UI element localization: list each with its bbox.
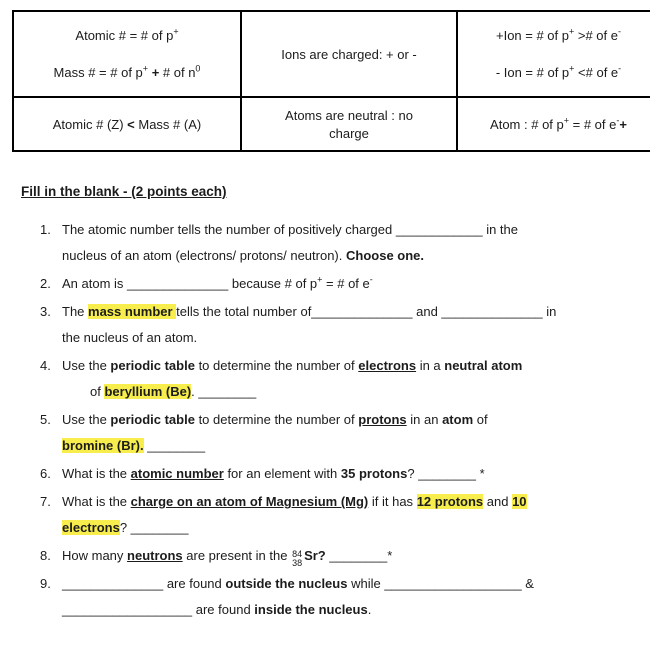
blank-line: ________ xyxy=(143,438,206,453)
table-cell-atom-equality xyxy=(457,97,650,151)
question-number: 2. xyxy=(40,276,51,291)
question-text xyxy=(62,548,393,568)
text-run: bromine (Br). xyxy=(62,438,144,453)
table-row xyxy=(13,11,650,97)
cell-line xyxy=(20,27,234,44)
text-run: What is the xyxy=(62,494,131,509)
cell-line xyxy=(464,27,650,44)
text-run: outside the nucleus xyxy=(225,576,348,591)
text-run: # of n xyxy=(159,65,196,80)
text-run: periodic table xyxy=(110,412,195,427)
text-run: How many xyxy=(62,548,128,563)
text-run: atomic number xyxy=(130,466,224,481)
text-run: - Ion = # of p xyxy=(495,65,570,80)
text-run: electrons xyxy=(358,358,417,373)
text-run: mass number xyxy=(88,304,177,319)
text-run: ># of e xyxy=(574,28,618,43)
question-list xyxy=(40,217,638,623)
superscript: + xyxy=(173,26,179,37)
atomic-number: 38 xyxy=(292,558,303,568)
cell-line xyxy=(248,125,450,142)
text-run: charge xyxy=(329,125,369,141)
cell-line xyxy=(20,116,234,133)
text-run: in a xyxy=(416,358,445,373)
question-text xyxy=(62,494,527,535)
text-run: +Ion = # of p xyxy=(495,28,569,43)
question-item-2 xyxy=(40,271,638,297)
text-run: Atomic # (Z) xyxy=(52,116,128,132)
superscript: - xyxy=(618,26,621,37)
text-run: Use the xyxy=(62,358,111,373)
text-run: for an element with xyxy=(223,466,341,481)
blank-line: . ________ xyxy=(191,384,257,399)
question-text xyxy=(62,412,488,453)
table-cell-ions-charged xyxy=(241,11,457,97)
text-run: of xyxy=(90,384,105,399)
section-heading: Fill in the blank - (2 points each) xyxy=(21,184,227,199)
text-run: + xyxy=(151,65,160,80)
text-run: electrons xyxy=(62,520,120,535)
isotope-mass-atomic-stack xyxy=(292,550,302,568)
text-run: 35 protons xyxy=(340,466,408,481)
text-run: = # of e xyxy=(322,276,370,291)
superscript: + xyxy=(317,274,323,285)
question-number: 8. xyxy=(40,548,51,563)
blank-line: tells the total number of______________ and ______________ in xyxy=(176,304,557,319)
superscript: - xyxy=(616,115,620,126)
text-run: + xyxy=(619,116,627,132)
table-cell-atomic-mass-definitions xyxy=(13,11,241,97)
question-item-1 xyxy=(40,217,638,269)
text-run: and xyxy=(483,494,513,509)
text-run: neutral atom xyxy=(444,358,523,373)
question-number: 4. xyxy=(40,358,51,373)
question-item-4 xyxy=(40,353,638,405)
cell-line xyxy=(248,46,450,63)
superscript: + xyxy=(569,26,575,37)
text-run: Atomic # = # of p xyxy=(75,28,174,43)
text-run: Mass # = # of p xyxy=(53,65,143,80)
question-item-5 xyxy=(40,407,638,459)
text-run: nucleus of an atom (electrons/ protons/ neutron). xyxy=(62,248,346,263)
question-item-9 xyxy=(40,571,638,623)
question-item-3 xyxy=(40,299,638,351)
question-text xyxy=(62,304,556,345)
blank-line: An atom is ______________ because # of p xyxy=(62,276,318,291)
text-run: <# of e xyxy=(574,65,619,80)
text-run: < xyxy=(127,116,135,132)
cell-line xyxy=(20,64,234,81)
text-run: if it has xyxy=(368,494,417,509)
blank-line: ? ________ * xyxy=(407,466,485,481)
question-number: 1. xyxy=(40,222,51,237)
superscript: - xyxy=(618,63,622,74)
text-run: Use the xyxy=(62,412,111,427)
question-item-6 xyxy=(40,461,638,487)
text-run: Atoms are neutral : no xyxy=(285,107,413,123)
question-item-7 xyxy=(40,489,638,541)
text-run: atom xyxy=(442,412,474,427)
question-number: 6. xyxy=(40,466,51,481)
table-cell-z-less-than-a xyxy=(13,97,241,151)
text-run: 10 xyxy=(512,494,527,509)
blank-line: ________* xyxy=(325,548,393,563)
text-run: inside the nucleus xyxy=(254,602,368,617)
text-run: protons xyxy=(358,412,407,427)
text-run: Atom : # of p xyxy=(490,116,564,132)
mass-number: 84 xyxy=(292,549,303,559)
text-run: What is the xyxy=(62,466,131,481)
text-run: of xyxy=(473,412,488,427)
text-run: periodic table xyxy=(110,358,195,373)
question-number: 3. xyxy=(40,304,51,319)
blank-line: ? ________ xyxy=(119,520,189,535)
question-text xyxy=(62,222,518,263)
text-run: 12 protons xyxy=(416,494,484,509)
text-run: . xyxy=(367,602,372,617)
question-item-8 xyxy=(40,543,638,569)
text-run: neutrons xyxy=(127,548,183,563)
reference-table xyxy=(12,10,650,152)
cell-line xyxy=(464,116,650,133)
blank-line: while ___________________ & xyxy=(347,576,534,591)
text-run: are present in the xyxy=(182,548,292,563)
question-number: 5. xyxy=(40,412,51,427)
question-text xyxy=(62,276,373,291)
text-run: to determine the number of xyxy=(194,358,359,373)
blank-line: ______________ are found xyxy=(62,576,226,591)
question-number: 9. xyxy=(40,576,51,591)
text-run: The xyxy=(62,304,89,319)
table-cell-ion-rules xyxy=(457,11,650,97)
text-run: charge on an atom of Magnesium (Mg) xyxy=(130,494,369,509)
text-run: the nucleus of an atom. xyxy=(62,330,198,345)
superscript: 0 xyxy=(195,63,201,74)
superscript: + xyxy=(142,63,149,74)
question-number: 7. xyxy=(40,494,51,509)
table-row xyxy=(13,97,650,151)
text-run: Choose one. xyxy=(346,248,425,263)
text-run: Mass # (A) xyxy=(134,116,202,132)
superscript: + xyxy=(563,115,570,126)
question-text xyxy=(62,358,522,399)
text-run: Sr? xyxy=(304,548,326,563)
superscript: - xyxy=(369,274,373,285)
blank-line: The atomic number tells the number of positively charged ____________ in the xyxy=(62,222,519,237)
text-run: Ions are charged: + or - xyxy=(281,46,417,62)
superscript: + xyxy=(569,63,575,74)
cell-line xyxy=(248,107,450,124)
text-run: to determine the number of xyxy=(194,412,359,427)
text-run: in an xyxy=(406,412,443,427)
table-cell-atoms-neutral xyxy=(241,97,457,151)
question-text xyxy=(62,466,485,481)
question-text xyxy=(62,576,534,617)
text-run: = # of e xyxy=(569,116,617,132)
blank-line: __________________ are found xyxy=(62,602,255,617)
text-run: beryllium (Be) xyxy=(104,384,192,399)
cell-line xyxy=(464,64,650,81)
